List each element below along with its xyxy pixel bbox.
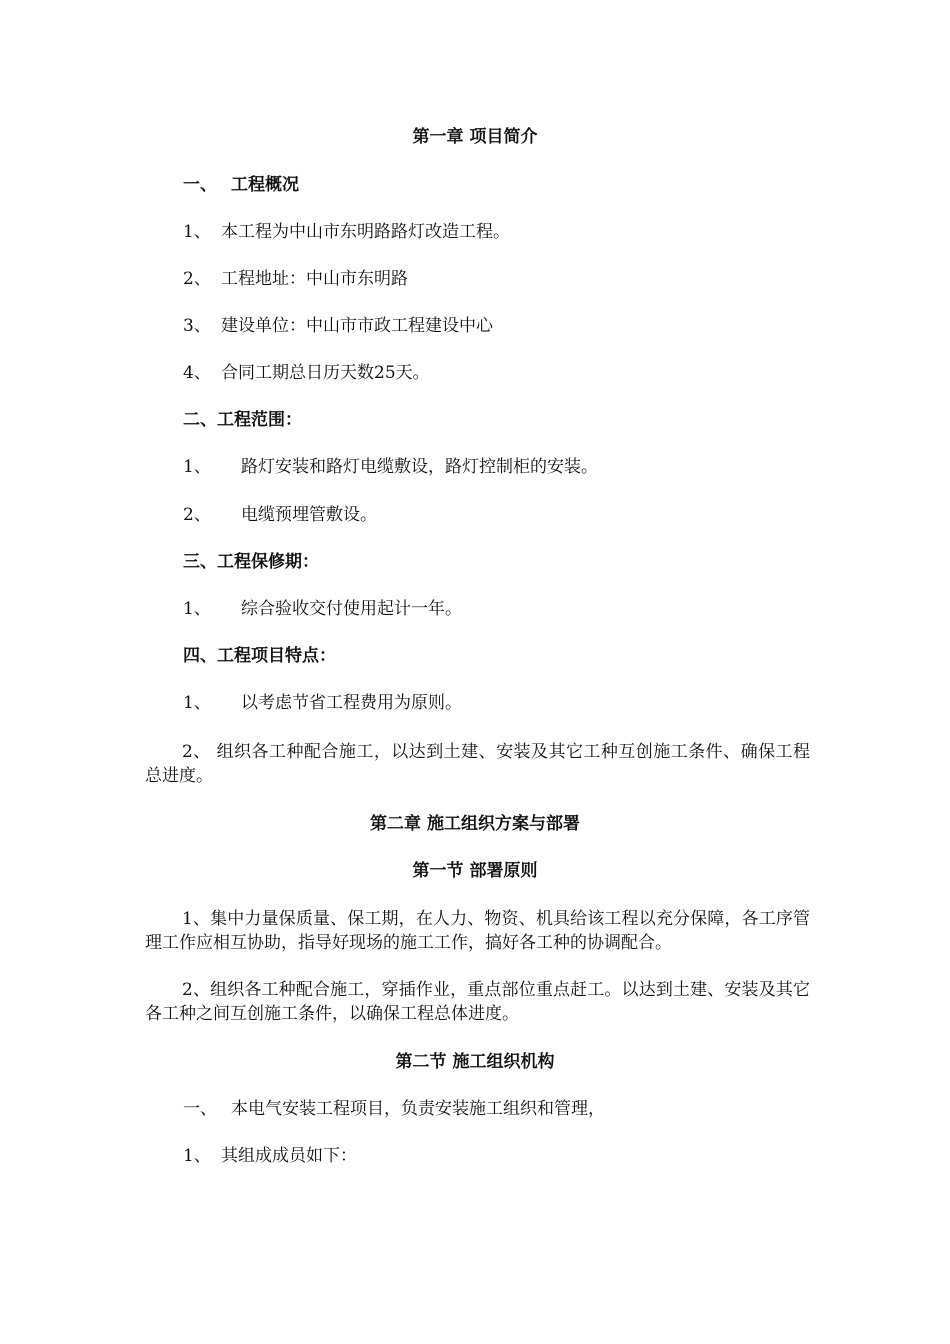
- list-item-number: 1、: [183, 457, 211, 477]
- list-item: [183, 314, 493, 338]
- paragraph: 1、集中力量保质量、保工期，在人力、物资、机具给该工程以充分保障，各工序管理工作应相互协助，指导好现场的施工工作，搞好各工种的协调配合。: [145, 909, 810, 953]
- list-item-text: 电缆预埋管敷设。: [241, 505, 377, 525]
- list-item-text: 综合验收交付使用起计一年。: [241, 599, 462, 619]
- list-item-text: 路灯安装和路灯电缆敷设，路灯控制柜的安装。: [241, 457, 598, 477]
- section-1-text: 工程概况: [231, 175, 299, 195]
- paragraph: 2、 组织各工种配合施工，以达到土建、安装及其它工种互创施工条件、确保工程总进度。: [145, 742, 810, 786]
- paragraph: 2、组织各工种配合施工，穿插作业，重点部位重点赶工。以达到土建、安装及其它各工种之间互创施工条件，以确保工程总体进度。: [145, 980, 810, 1024]
- list-item-number: 1、: [183, 693, 211, 713]
- section-1-heading: [183, 173, 299, 197]
- list-item-number: 2、: [183, 269, 211, 289]
- list-item-text: 本电气安装工程项目，负责安装施工组织和管理，: [231, 1099, 605, 1119]
- list-item-number: 1、: [183, 599, 211, 619]
- list-item-number: 3、: [183, 316, 211, 336]
- list-item: [183, 361, 430, 385]
- list-item-number: 2、: [183, 505, 211, 525]
- section-title: 第二节 施工组织机构: [395, 1052, 555, 1072]
- section-1-number: 一、: [183, 175, 217, 195]
- section-4-heading: 四、工程项目特点：: [183, 646, 336, 666]
- list-item: [183, 1097, 605, 1121]
- list-item: [183, 1144, 357, 1168]
- list-item: [183, 503, 377, 527]
- list-item: [183, 220, 510, 244]
- list-item-text: 其组成成员如下：: [221, 1146, 357, 1166]
- section-title: 第一节 部署原则: [412, 861, 538, 881]
- list-item-number: 1、: [183, 222, 211, 242]
- list-item: [183, 597, 462, 621]
- list-item-number: 4、: [183, 363, 211, 383]
- list-item: [183, 455, 598, 479]
- list-item-text: 建设单位：中山市市政工程建设中心: [221, 316, 493, 336]
- chapter-2-title: 第二章 施工组织方案与部署: [370, 814, 580, 834]
- section-3-heading: 三、工程保修期：: [183, 552, 319, 572]
- list-item: [183, 267, 408, 291]
- list-item-number: 1、: [183, 1146, 211, 1166]
- list-item-text: 工程地址：中山市东明路: [221, 269, 408, 289]
- chapter-1-title: 第一章 项目简介: [412, 127, 538, 147]
- list-item-text: 以考虑节省工程费用为原则。: [241, 693, 462, 713]
- section-2-heading: 二、工程范围：: [183, 410, 302, 430]
- list-item-number: 一、: [183, 1099, 217, 1119]
- list-item: [183, 691, 462, 715]
- list-item-text: 合同工期总日历天数25天。: [221, 363, 430, 383]
- list-item-text: 本工程为中山市东明路路灯改造工程。: [221, 222, 510, 242]
